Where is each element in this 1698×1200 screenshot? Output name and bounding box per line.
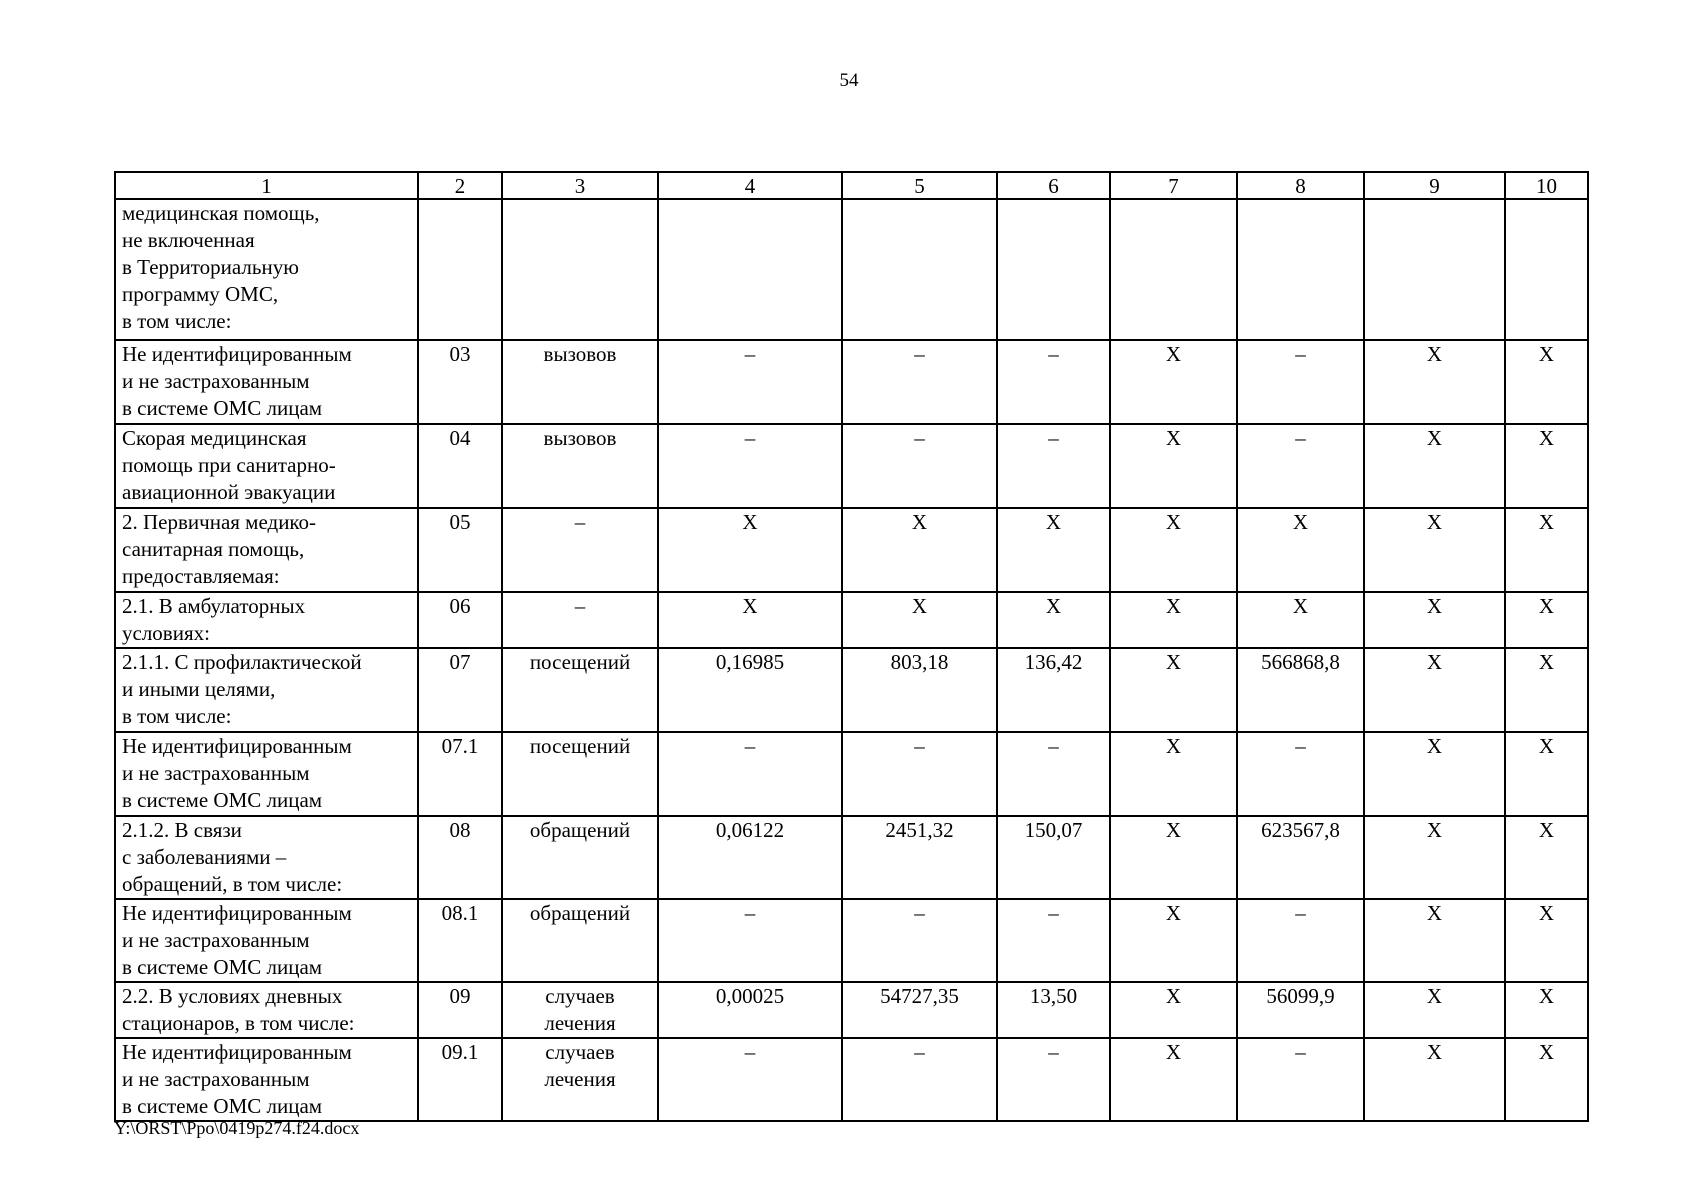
table-cell bbox=[997, 199, 1110, 340]
table-row bbox=[115, 340, 1588, 424]
table-cell: – bbox=[842, 1038, 997, 1121]
table-cell bbox=[842, 199, 997, 340]
table-cell: Х bbox=[997, 508, 1110, 592]
page-number: 54 bbox=[839, 70, 859, 91]
table-cell: вызовов bbox=[502, 340, 658, 424]
table-cell: – bbox=[997, 732, 1110, 816]
column-header: 10 bbox=[1505, 172, 1588, 199]
table-cell: Х bbox=[1110, 982, 1237, 1038]
table-cell: Х bbox=[1237, 592, 1364, 648]
column-header: 7 bbox=[1110, 172, 1237, 199]
table-cell: 09.1 bbox=[418, 1038, 502, 1121]
table-cell: Х bbox=[1505, 982, 1588, 1038]
table-cell: Х bbox=[1110, 592, 1237, 648]
table-cell: – bbox=[658, 340, 842, 424]
table-cell: – bbox=[842, 340, 997, 424]
table-cell: Х bbox=[1237, 508, 1364, 592]
table-cell: Х bbox=[1364, 982, 1505, 1038]
table-row bbox=[115, 816, 1588, 899]
table-cell: Х bbox=[1110, 1038, 1237, 1121]
table-cell: – bbox=[658, 424, 842, 508]
table-cell: 07 bbox=[418, 648, 502, 732]
table-cell: Не идентифицированным и не застрахованным в системе ОМС лицам bbox=[115, 1038, 418, 1121]
table-row bbox=[115, 982, 1588, 1038]
table-cell: Х bbox=[1364, 648, 1505, 732]
table-cell bbox=[658, 199, 842, 340]
table-row bbox=[115, 648, 1588, 732]
table-cell: Х bbox=[658, 592, 842, 648]
table-cell: Х bbox=[1364, 340, 1505, 424]
table-cell bbox=[1505, 199, 1588, 340]
table-cell: Х bbox=[1364, 1038, 1505, 1121]
table-cell: – bbox=[502, 508, 658, 592]
table-cell: Х bbox=[842, 592, 997, 648]
table-cell: обращений bbox=[502, 816, 658, 899]
table-cell: – bbox=[997, 340, 1110, 424]
table-cell: – bbox=[502, 592, 658, 648]
table-cell: Х bbox=[1505, 508, 1588, 592]
table-cell: 2451,32 bbox=[842, 816, 997, 899]
table-cell: Х bbox=[1110, 899, 1237, 982]
table-cell: – bbox=[1237, 732, 1364, 816]
table-cell: 150,07 bbox=[997, 816, 1110, 899]
table-cell: Х bbox=[1110, 508, 1237, 592]
table-cell: 566868,8 bbox=[1237, 648, 1364, 732]
table-row bbox=[115, 732, 1588, 816]
table-cell: 2.1.2. В связи с заболеваниями – обращений, в том числе: bbox=[115, 816, 418, 899]
column-header: 2 bbox=[418, 172, 502, 199]
table-cell: 623567,8 bbox=[1237, 816, 1364, 899]
table-cell: Х bbox=[1505, 899, 1588, 982]
table-cell: 0,16985 bbox=[658, 648, 842, 732]
table-cell: – bbox=[1237, 899, 1364, 982]
table-cell: – bbox=[997, 424, 1110, 508]
table-cell: Х bbox=[1364, 508, 1505, 592]
table-cell: – bbox=[658, 732, 842, 816]
table-cell: 2.1. В амбулаторных условиях: bbox=[115, 592, 418, 648]
table-row bbox=[115, 592, 1588, 648]
table-cell: посещений bbox=[502, 648, 658, 732]
table-cell: Х bbox=[842, 508, 997, 592]
table-cell: – bbox=[658, 899, 842, 982]
table-cell: 13,50 bbox=[997, 982, 1110, 1038]
table-cell: Х bbox=[1364, 899, 1505, 982]
table-cell: 09 bbox=[418, 982, 502, 1038]
table-cell: 07.1 bbox=[418, 732, 502, 816]
table-cell: Х bbox=[1110, 424, 1237, 508]
table-cell: обращений bbox=[502, 899, 658, 982]
column-header: 9 bbox=[1364, 172, 1505, 199]
table-cell: Х bbox=[1505, 1038, 1588, 1121]
table-cell bbox=[1110, 199, 1237, 340]
table-cell: – bbox=[1237, 340, 1364, 424]
column-header: 8 bbox=[1237, 172, 1364, 199]
table-row bbox=[115, 424, 1588, 508]
table-cell: Х bbox=[1505, 816, 1588, 899]
table-cell: 08 bbox=[418, 816, 502, 899]
column-header: 5 bbox=[842, 172, 997, 199]
table-cell: Х bbox=[1364, 816, 1505, 899]
table-cell: – bbox=[997, 1038, 1110, 1121]
table-cell: – bbox=[997, 899, 1110, 982]
table-cell: Х bbox=[1364, 732, 1505, 816]
table-cell: – bbox=[658, 1038, 842, 1121]
table-row bbox=[115, 199, 1588, 340]
table-cell: Не идентифицированным и не застрахованным в системе ОМС лицам bbox=[115, 899, 418, 982]
table-cell: посещений bbox=[502, 732, 658, 816]
table-cell: 05 bbox=[418, 508, 502, 592]
table-cell bbox=[1364, 199, 1505, 340]
table-cell: Х bbox=[1110, 648, 1237, 732]
table-cell: Х bbox=[1364, 592, 1505, 648]
table-cell: вызовов bbox=[502, 424, 658, 508]
table-cell: – bbox=[842, 899, 997, 982]
table-cell: – bbox=[842, 732, 997, 816]
table-cell: 2.1.1. С профилактической и иными целями, в том числе: bbox=[115, 648, 418, 732]
table-cell: Х bbox=[1505, 424, 1588, 508]
table-row bbox=[115, 1038, 1588, 1121]
table-cell: 2. Первичная медико- санитарная помощь, предоставляемая: bbox=[115, 508, 418, 592]
table-cell: случаев лечения bbox=[502, 982, 658, 1038]
table-cell: Х bbox=[1505, 732, 1588, 816]
footer-file-path: Y:\ORST\Ppo\0419p274.f24.docx bbox=[114, 1118, 360, 1138]
table-cell: 08.1 bbox=[418, 899, 502, 982]
table-cell: 803,18 bbox=[842, 648, 997, 732]
table-cell: Не идентифицированным и не застрахованным в системе ОМС лицам bbox=[115, 340, 418, 424]
table-cell: 136,42 bbox=[997, 648, 1110, 732]
table-cell: 56099,9 bbox=[1237, 982, 1364, 1038]
table-cell: Х bbox=[1110, 340, 1237, 424]
column-header: 3 bbox=[502, 172, 658, 199]
table-cell: 0,06122 bbox=[658, 816, 842, 899]
header-row bbox=[115, 172, 1588, 199]
table-cell: Х bbox=[1505, 592, 1588, 648]
table-row bbox=[115, 508, 1588, 592]
table-cell: Х bbox=[658, 508, 842, 592]
table-cell bbox=[418, 199, 502, 340]
table-cell: 0,00025 bbox=[658, 982, 842, 1038]
table-cell: Не идентифицированным и не застрахованным в системе ОМС лицам bbox=[115, 732, 418, 816]
table-cell bbox=[502, 199, 658, 340]
table-cell: Х bbox=[1364, 424, 1505, 508]
table-cell: Х bbox=[1110, 732, 1237, 816]
column-header: 1 bbox=[115, 172, 418, 199]
table-cell: – bbox=[1237, 424, 1364, 508]
table-cell: Скорая медицинская помощь при санитарно- авиационной эвакуации bbox=[115, 424, 418, 508]
table-cell: 54727,35 bbox=[842, 982, 997, 1038]
table-cell bbox=[1237, 199, 1364, 340]
table-cell: Х bbox=[1505, 648, 1588, 732]
table-cell: Х bbox=[997, 592, 1110, 648]
table-cell: 06 bbox=[418, 592, 502, 648]
table-row bbox=[115, 899, 1588, 982]
table-cell: – bbox=[842, 424, 997, 508]
table-cell: медицинская помощь, не включенная в Территориальную программу ОМС, в том числе: bbox=[115, 199, 418, 340]
column-header: 4 bbox=[658, 172, 842, 199]
data-table bbox=[114, 171, 1589, 1122]
table-cell: 2.2. В условиях дневных стационаров, в том числе: bbox=[115, 982, 418, 1038]
table-cell: Х bbox=[1110, 816, 1237, 899]
table-cell: 03 bbox=[418, 340, 502, 424]
table-cell: Х bbox=[1505, 340, 1588, 424]
column-header: 6 bbox=[997, 172, 1110, 199]
table-cell: 04 bbox=[418, 424, 502, 508]
table-cell: – bbox=[1237, 1038, 1364, 1121]
table-cell: случаев лечения bbox=[502, 1038, 658, 1121]
